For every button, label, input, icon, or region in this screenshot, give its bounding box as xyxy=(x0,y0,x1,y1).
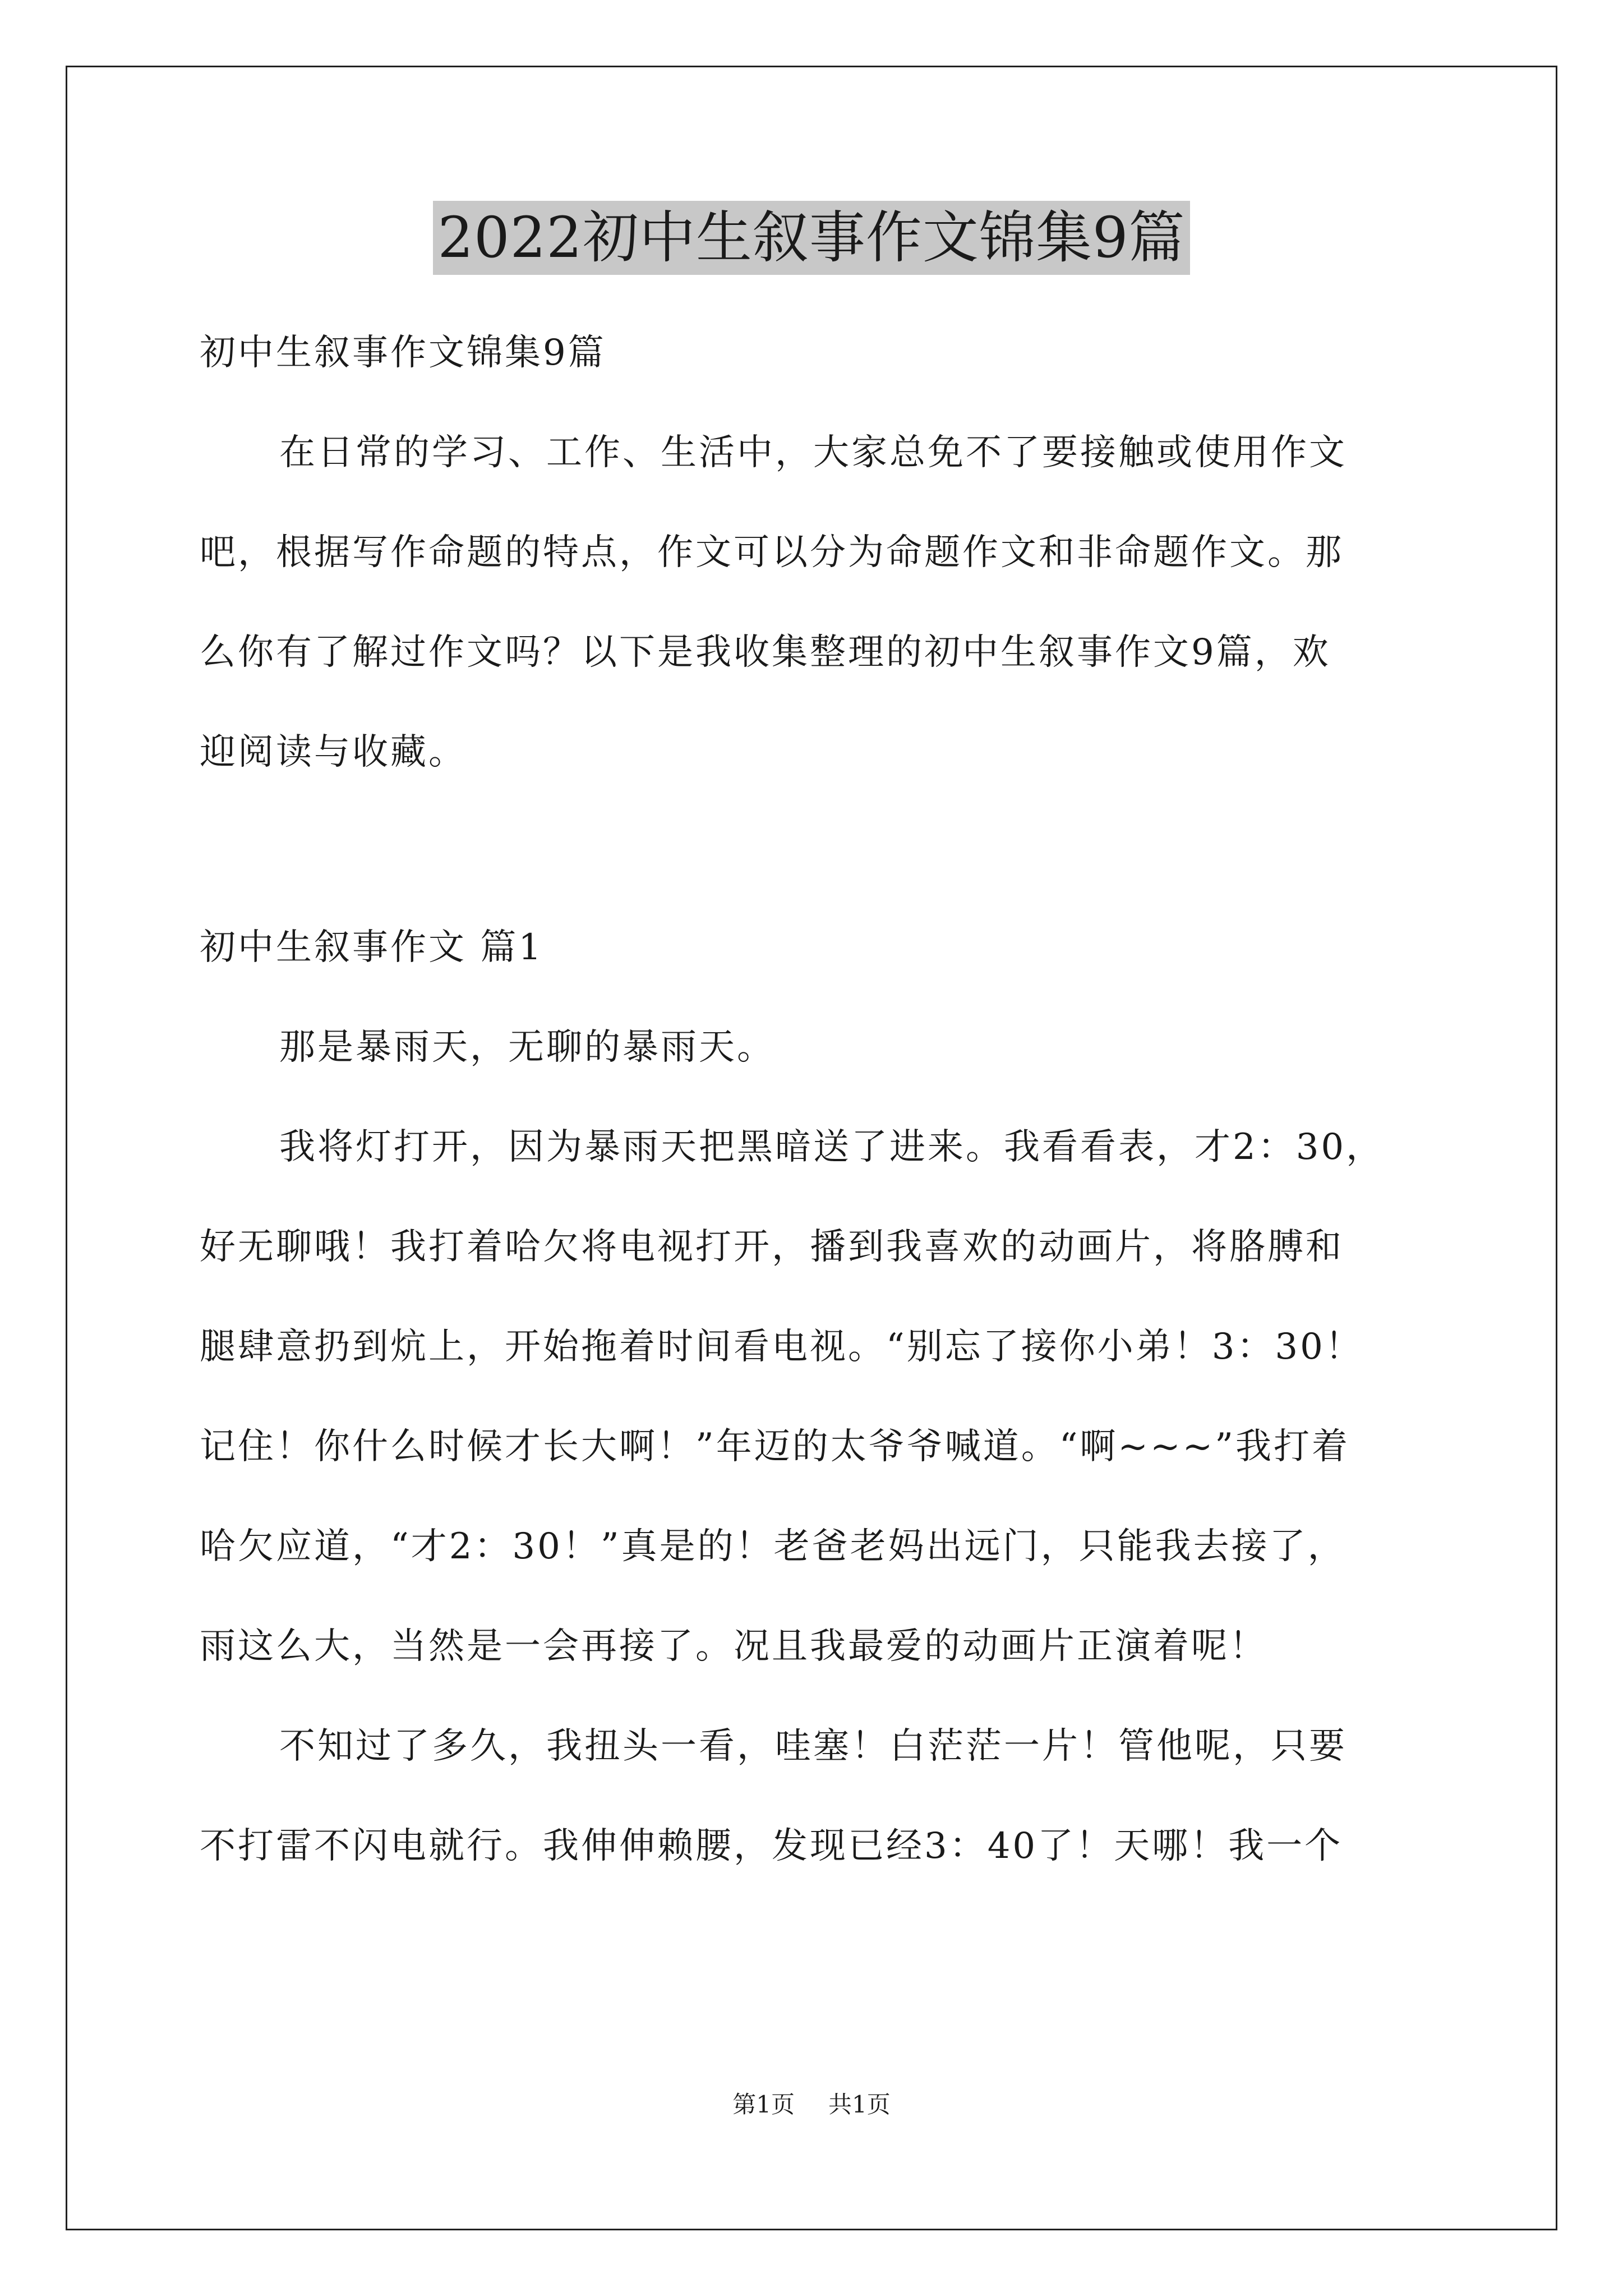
document-title: 2022初中生叙事作文锦集9篇 xyxy=(433,201,1189,275)
text-line: 好无聊哦！我打着哈欠将电视打开，播到我喜欢的动画片，将胳膊和 xyxy=(200,1226,1344,1268)
document-subtitle: 初中生叙事作文锦集9篇 xyxy=(200,332,606,374)
text-line: 记住！你什么时候才长大啊！”年迈的太爷爷喊道。“啊~~~”我打着 xyxy=(200,1426,1350,1467)
text-line: 迎阅读与收藏。 xyxy=(200,731,467,773)
text-line: 那是暴雨天，无聊的暴雨天。 xyxy=(279,1027,775,1068)
paragraph-2 xyxy=(200,1097,1456,1696)
page-footer xyxy=(0,2088,1623,2122)
title-area xyxy=(0,201,1623,275)
section-heading: 初中生叙事作文 篇1 xyxy=(200,927,544,968)
text-line: 我将灯打开，因为暴雨天把黑暗送了进来。我看看表，才2：30， xyxy=(279,1126,1385,1168)
text-line: 么你有了解过作文吗？以下是我收集整理的初中生叙事作文9篇，欢 xyxy=(200,632,1331,673)
intro-paragraph xyxy=(200,403,1456,802)
text-line: 在日常的学习、工作、生活中，大家总免不了要接触或使用作文 xyxy=(279,432,1347,473)
text-line: 不打雷不闪电就行。我伸伸赖腰，发现已经3：40了！天哪！我一个 xyxy=(200,1825,1343,1867)
paragraph-3 xyxy=(200,1696,1456,1896)
document-body xyxy=(200,303,1456,1896)
text-line: 雨这么大，当然是一会再接了。况且我最爱的动画片正演着呢！ xyxy=(200,1626,1267,1667)
paragraph-1 xyxy=(200,997,1456,1097)
text-line: 腿肆意扔到炕上，开始拖着时间看电视。“别忘了接你小弟！3：30！ xyxy=(200,1326,1363,1368)
text-line: 不知过了多久，我扭头一看，哇塞！白茫茫一片！管他呢，只要 xyxy=(279,1726,1347,1767)
text-line: 吧，根据写作命题的特点，作文可以分为命题作文和非命题作文。那 xyxy=(200,532,1344,573)
page-number: 第1页 xyxy=(732,2091,795,2118)
text-line: 哈欠应道，“才2：30！”真是的！老爸老妈出远门，只能我去接了， xyxy=(200,1526,1346,1567)
page-total: 共1页 xyxy=(828,2091,891,2118)
paragraph-gap xyxy=(200,802,1456,898)
